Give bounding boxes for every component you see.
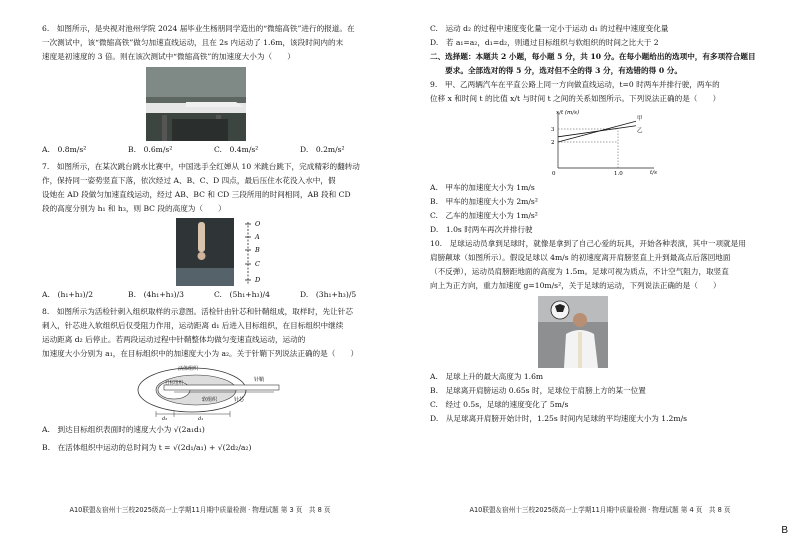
q10-stem-1: 10. 足球运动员拿到足球时，就像是拿到了自己心爱的玩具，开始各种表演，其中一项就是用 xyxy=(430,239,746,248)
q10-option-a[interactable]: A. 足球上升的最大高度为 1.6m xyxy=(430,372,544,381)
q6-option-c[interactable]: C. 0.4m/s² xyxy=(214,145,259,154)
q8-option-c[interactable]: C. 运动 d₂ 的过程中速度变化量一定小于运动 d₁ 的过程中速度变化量 xyxy=(430,24,669,33)
q7-point-b: B xyxy=(255,246,260,254)
paper-version-mark: B xyxy=(781,525,788,536)
q8-stem-4: 加速度大小分别为 a₁，在目标组织中的加速度大小为 a₂。关于针鞘下列说法正确的是（ ） xyxy=(42,349,359,358)
q6-option-b[interactable]: B. 0.6m/s² xyxy=(128,145,173,154)
chart-series-label-1: 乙 xyxy=(637,127,643,134)
q8-option-a[interactable]: A. 到达目标组织表面时的速度大小为 √(2a₁d₁) xyxy=(42,425,205,434)
q9-stem-1: 9. 甲、乙两辆汽车在平直公路上同一方向做直线运动，t=0 时两车并排行驶，两车的 xyxy=(430,80,720,89)
page-4-footer: A10联盟＆宿州十三校2025级高一上学期11月期中质量检测 · 物理试题 第 4 页 共 8 页 xyxy=(469,506,731,514)
chart-y-tick-label-0: 2 xyxy=(551,140,555,146)
q8-stem-2: 刺入，针芯进入软组织后仅受阻力作用，运动距离 d₁ 后进入目标组织，在目标组织中继续 xyxy=(42,321,344,330)
q7-point-c: C xyxy=(255,260,260,268)
question-6 xyxy=(42,22,386,157)
q7-stem-1: 7. 如图所示，在某次跳台跳水比赛中，中国选手全红婵从 10 米跳台跳下，完成精彩的翻转动 xyxy=(42,162,360,171)
q10-stem-3: （不反弹），运动员肩膀距地面的高度为 1.5m。足球可视为质点，不计空气阻力，取竖直 xyxy=(430,267,729,276)
q10-stem-2: 肩膀颠球（如图所示）。假设足球以 4m/s 的初速度离开肩膀竖直上升到最高点后落回地面 xyxy=(430,253,731,262)
q6-option-a[interactable]: A. 0.8m/s² xyxy=(42,145,87,154)
q9-stem-2: 位移 x 和时间 t 的比值 x/t 与时间 t 之间的关系如图所示。下列说法正确的是（ ） xyxy=(430,94,721,103)
question-7 xyxy=(42,160,386,302)
q7-options xyxy=(42,288,386,302)
chart-ylabel: x/t (m/s) xyxy=(556,110,580,116)
chart-y-tick-label-1: 3 xyxy=(551,127,555,133)
q7-option-d[interactable]: D. (3h₁+h₃)/5 xyxy=(300,290,357,299)
page-3-footer: A10联盟＆宿州十三校2025级高一上学期11月期中质量检测 · 物理试题 第 3 页 共 8 页 xyxy=(69,506,331,514)
q9-option-b[interactable]: B. 甲车的加速度大小为 2m/s² xyxy=(430,197,538,206)
q6-option-d[interactable]: D. 0.2m/s² xyxy=(300,145,345,154)
q7-option-b[interactable]: B. (4h₁+h₃)/3 xyxy=(128,290,184,299)
chart-series-line-1 xyxy=(558,126,636,137)
q6-stem-2: 一次测试中，该“微缩高铁”做匀加速直线运动，且在 2s 内运动了 1.6m，该段时间内的末 xyxy=(42,38,344,47)
q8-option-d[interactable]: D. 若 a₁=a₂，d₁=d₂，则通过目标组织与软组织的时间之比大于 2 xyxy=(430,38,659,47)
q8-label-target-tissue: 目标组织 xyxy=(165,381,183,386)
q6-stem-1: 6. 如图所示，是央视对池州学院 2024 届毕业生杨朋同学造出的“微缩高铁”进行的报道。在 xyxy=(42,24,355,33)
q10-stem-4: 向上为正方向，重力加速度 g=10m/s²，关于足球的运动，下列说法正确的是（ ） xyxy=(430,281,721,290)
question-9 xyxy=(430,78,782,237)
q8-stem-1: 8. 如图所示为活检针刺入组织取样的示意图。活检针由针芯和针鞘组成，取样时，先让针芯 xyxy=(42,307,353,316)
q6-stem-3: 速度是初速度的 3 倍。则在该次测试中“微缩高铁”的加速度大小为（ ） xyxy=(42,52,295,61)
q7-stem-4: 段的高度分别为 h₁ 和 h₃，则 BC 段的高度为（ ） xyxy=(42,204,226,213)
chart-xlabel: t/s xyxy=(650,170,657,176)
q7-point-o: O xyxy=(255,220,261,228)
q6-options xyxy=(42,143,386,157)
q7-point-d: D xyxy=(255,276,261,284)
exam-page-4 xyxy=(400,0,800,544)
q10-option-b[interactable]: B. 足球离开肩膀运动 0.65s 时，足球位于肩膀上方的某一位置 xyxy=(430,386,646,395)
section-2-heading-1: 二、选择题：本题共 2 小题，每小题 5 分，共 10 分。在每小题给出的选项中，有多项符合题目 xyxy=(430,52,756,61)
q10-option-d[interactable]: D. 从足球离开肩膀开始计时，1.25s 时间内足球的平均速度大小为 1.2m/s xyxy=(430,414,688,423)
q8-label-d2: d₂ xyxy=(162,416,168,421)
question-8 xyxy=(42,305,386,455)
q7-point-a: A xyxy=(255,233,260,241)
q7-option-a[interactable]: A. (h₁+h₃)/2 xyxy=(42,290,94,299)
q8-biopsy-diagram xyxy=(134,363,284,421)
q7-option-c[interactable]: C. (5h₁+h₃)/4 xyxy=(214,290,270,299)
q8-label-soft-tissue: 软组织 xyxy=(202,397,218,403)
q8-label-core: 针芯 xyxy=(234,397,245,403)
chart-x-tick-label-0: 0 xyxy=(552,171,556,177)
q9-option-a[interactable]: A. 甲车的加速度大小为 1m/s xyxy=(430,183,535,192)
q7-stem-3: 设她在 AD 段做匀加速直线运动，经过 AB、BC 和 CD 三段所用的时间相同，AB 段和 CD xyxy=(42,190,351,199)
q6-train-photo xyxy=(146,67,246,141)
q9-xt-graph xyxy=(540,108,670,180)
q10-option-c[interactable]: C. 经过 0.5s，足球的速度变化了 5m/s xyxy=(430,400,569,409)
q7-diver-figure xyxy=(176,218,266,286)
chart-series-label-0: 甲 xyxy=(637,116,643,123)
q8-label-living-tissue: 活体组织 xyxy=(178,366,199,372)
chart-x-tick-label-1: 1.0 xyxy=(614,171,623,177)
q9-option-c[interactable]: C. 乙车的加速度大小为 1m/s² xyxy=(430,211,538,220)
q9-option-d[interactable]: D. 1.0s 时两车再次并排行驶 xyxy=(430,225,533,234)
question-10 xyxy=(430,237,782,426)
q8-label-d1: d₁ xyxy=(198,416,204,421)
q8-label-sheath: 针鞘 xyxy=(254,377,265,383)
section-2-heading-2: 要求。全部选对的得 5 分，选对但不全的得 3 分，有选错的得 0 分。 xyxy=(430,66,682,75)
q7-stem-2: 作，保持同一姿势竖直下落，依次经过 A、B、C、D 四点，最后压住水花没入水中，假 xyxy=(42,176,336,185)
q8-stem-3: 运动距离 d₂ 后停止。若两段运动过程中针鞘整体均做匀变速直线运动，运动的 xyxy=(42,335,306,344)
q10-football-photo xyxy=(538,296,608,368)
q8-option-b[interactable]: B. 在活体组织中运动的总时间为 t = √(2d₁/a₁) + √(2d₂/a₂) xyxy=(42,443,252,452)
